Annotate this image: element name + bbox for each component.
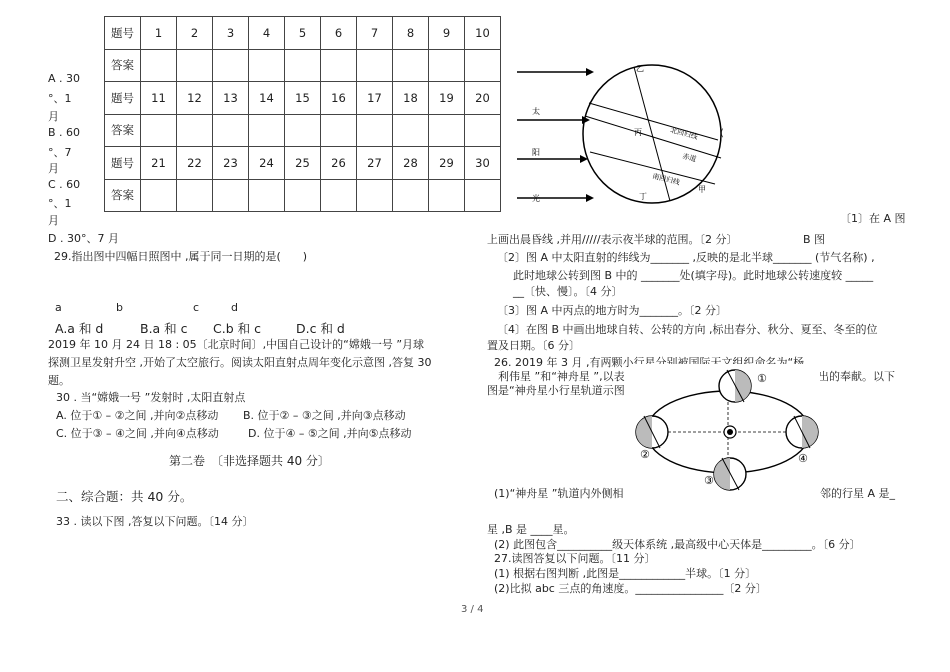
q25-1-tail: 〔1〕在 A 图: [840, 212, 906, 225]
q26-sub1-a: (1)“神舟星 ”轨道内外侧相: [494, 487, 624, 500]
label-equator: 赤道: [681, 152, 698, 164]
q29-label-b: b: [116, 301, 123, 314]
answer-cell[interactable]: [177, 179, 213, 212]
q29-option-a: A.a 和 d: [55, 321, 104, 336]
q30-option-c: C. 位于③ – ④之间 ,并向④点移动: [56, 427, 219, 440]
label-tai: 太: [532, 107, 540, 116]
orbit-label-3: ③: [704, 474, 714, 487]
question-number-cell: 30: [465, 147, 501, 180]
answer-row: [105, 49, 501, 82]
answer-table: [104, 16, 501, 212]
passage-line3: 题。: [48, 374, 70, 387]
q25-1-line: 上画出晨昏线 ,并用/////表示夜半球的范围。〔2 分〕: [487, 233, 738, 246]
number-row: [105, 147, 501, 180]
answer-cell[interactable]: [465, 114, 501, 147]
planet-2: [636, 416, 668, 448]
answer-cell[interactable]: [357, 114, 393, 147]
answer-cell[interactable]: [249, 49, 285, 82]
q29-text: 29.指出图中四幅日照图中 ,属于同一日期的是( ): [54, 250, 308, 263]
answer-cell[interactable]: [465, 49, 501, 82]
question-number-cell: 20: [465, 82, 501, 115]
q30-option-b: B. 位于② – ③之间 ,并向③点移动: [243, 409, 406, 422]
answer-cell[interactable]: [177, 49, 213, 82]
answer-cell[interactable]: [393, 49, 429, 82]
question-number-cell: 21: [141, 147, 177, 180]
number-row: [105, 17, 501, 50]
question-number-cell: 3: [213, 17, 249, 50]
q26-line3: 图是“神舟星小行星轨道示图: [487, 384, 625, 397]
option-c-line2: °、1: [48, 197, 72, 210]
q27-title: 27.读图答复以下问题。〔11 分〕: [494, 552, 656, 565]
question-number-cell: 27: [357, 147, 393, 180]
row-label-answer: 答案: [105, 179, 141, 212]
option-a-line3: 月: [48, 110, 59, 123]
q25-3: 〔3〕图 A 中丙点的地方时为_______。〔2 分〕: [497, 304, 728, 317]
q27-sub1: (1) 根据右图判断 ,此图是____________半球。〔1 分〕: [494, 567, 757, 580]
q25-4-line2: 置及日期。〔6 分〕: [487, 339, 580, 352]
answer-cell[interactable]: [285, 114, 321, 147]
question-number-cell: 14: [249, 82, 285, 115]
question-number-cell: 29: [429, 147, 465, 180]
row-label-answer: 答案: [105, 49, 141, 82]
question-number-cell: 23: [213, 147, 249, 180]
figure-b-label: B 图: [803, 233, 826, 246]
answer-cell[interactable]: [141, 49, 177, 82]
stray-paren: (: [720, 128, 724, 139]
q26-sub2: (2) 此图包含__________级天体系统 ,最高级中心天体是_________。〔6 分〕: [494, 538, 861, 551]
label-jia: 甲: [698, 185, 706, 194]
answer-cell[interactable]: [429, 179, 465, 212]
answer-cell[interactable]: [177, 114, 213, 147]
page-number: 3 / 4: [461, 604, 484, 615]
row-label-number: 题号: [105, 82, 141, 115]
answer-cell[interactable]: [285, 179, 321, 212]
question-number-cell: 4: [249, 17, 285, 50]
q30-option-a: A. 位于① – ②之间 ,并向②点移动: [56, 409, 219, 422]
option-a-line2: °、1: [48, 92, 72, 105]
option-b-line3: 月: [48, 162, 59, 175]
passage-line1: 2019 年 10 月 24 日 18 : 05〔北京时间〕,中国自己设计的“嫦娥一号 ”月球: [48, 338, 425, 351]
question-number-cell: 11: [141, 82, 177, 115]
label-bing: 丙: [634, 128, 642, 137]
answer-cell[interactable]: [213, 179, 249, 212]
answer-cell[interactable]: [321, 49, 357, 82]
answer-cell[interactable]: [213, 49, 249, 82]
q29-label-c: c: [193, 301, 200, 314]
option-a-line1: A . 30: [48, 72, 81, 85]
q25-2-line1: 〔2〕图 A 中太阳直射的纬线为_______ ,反映的是北半球_______ (节气名称) ,: [497, 251, 875, 264]
question-number-cell: 18: [393, 82, 429, 115]
answer-row: [105, 179, 501, 212]
q26-sub1-c: 星 ,B 是 ____星。: [487, 523, 575, 536]
q30-text: 30 . 当“嫦娥一号 ”发射时 ,太阳直射点: [56, 391, 246, 404]
orbit-label-2: ②: [640, 448, 650, 461]
answer-cell[interactable]: [321, 179, 357, 212]
passage-line2: 探测卫星发射升空 ,开始了太空旅行。阅读太阳直射点周年变化示意图 ,答复 30: [48, 356, 432, 369]
option-c-line1: C . 60: [48, 178, 81, 191]
question-number-cell: 19: [429, 82, 465, 115]
option-b-line1: B . 60: [48, 126, 81, 139]
q25-4-line1: 〔4〕在图 B 中画出地球自转、公转的方向 ,标出春分、秋分、夏至、冬至的位: [497, 323, 878, 336]
planet-1: [719, 370, 751, 402]
answer-cell[interactable]: [357, 179, 393, 212]
answer-cell[interactable]: [429, 49, 465, 82]
part2-title: 第二卷 〔非选择题共 40 分〕: [169, 454, 330, 468]
question-number-cell: 6: [321, 17, 357, 50]
answer-row: [105, 114, 501, 147]
label-guang: 光: [532, 194, 540, 203]
answer-cell[interactable]: [213, 114, 249, 147]
q25-2-line3: __〔快、慢〕。〔4 分〕: [513, 285, 623, 298]
orbit-label-1: ①: [757, 372, 767, 385]
orbit-diagram: [632, 364, 820, 492]
answer-cell[interactable]: [249, 179, 285, 212]
q29-label-a: a: [55, 301, 62, 314]
row-label-number: 题号: [105, 147, 141, 180]
row-label-number: 题号: [105, 17, 141, 50]
question-number-cell: 22: [177, 147, 213, 180]
question-number-cell: 16: [321, 82, 357, 115]
answer-cell[interactable]: [249, 114, 285, 147]
section-heading: 二、综合题：共 40 分。: [56, 489, 193, 504]
question-number-cell: 28: [393, 147, 429, 180]
q29-label-d: d: [231, 301, 238, 314]
question-number-cell: 2: [177, 17, 213, 50]
row-label-answer: 答案: [105, 114, 141, 147]
question-number-cell: 25: [285, 147, 321, 180]
question-number-cell: 5: [285, 17, 321, 50]
question-number-cell: 26: [321, 147, 357, 180]
answer-cell[interactable]: [285, 49, 321, 82]
answer-cell[interactable]: [357, 49, 393, 82]
option-d: D . 30°、7 月: [48, 232, 119, 245]
label-ding: 丁: [639, 192, 647, 201]
answer-cell[interactable]: [321, 114, 357, 147]
question-number-cell: 9: [429, 17, 465, 50]
answer-cell[interactable]: [429, 114, 465, 147]
q26-line2a: 利伟星 ”和“神舟星 ”,以表: [498, 370, 625, 383]
label-yang: 阳: [532, 148, 540, 157]
answer-cell[interactable]: [141, 114, 177, 147]
question-number-cell: 13: [213, 82, 249, 115]
planet-3: [714, 458, 746, 490]
answer-cell[interactable]: [141, 179, 177, 212]
option-b-line2: °、7: [48, 146, 72, 159]
orbit-label-4: ④: [798, 452, 808, 465]
question-number-cell: 8: [393, 17, 429, 50]
answer-cell[interactable]: [393, 179, 429, 212]
answer-cell[interactable]: [465, 179, 501, 212]
q26-line1: 26. 2019 年 3 月 ,有两颗小行星分别被国际天文组织命名为“杨: [494, 356, 805, 369]
q27-sub2: (2)比拟 abc 三点的角速度。________________〔2 分〕: [494, 582, 767, 595]
number-row: [105, 82, 501, 115]
q30-option-d: D. 位于④ – ⑤之间 ,并向⑤点移动: [248, 427, 412, 440]
option-c-line3: 月: [48, 214, 59, 227]
q29-option-d: D.c 和 d: [296, 321, 345, 336]
q26-line2b: 出的奉献。以下: [818, 370, 895, 383]
label-tropic-north: 北回归线: [669, 126, 699, 142]
q29-option-c: C.b 和 c: [213, 321, 261, 336]
question-number-cell: 12: [177, 82, 213, 115]
question-number-cell: 17: [357, 82, 393, 115]
question-number-cell: 24: [249, 147, 285, 180]
label-tropic-south: 南回归线: [651, 172, 681, 187]
q26-sub1-b: 邻的行星 A 是_: [820, 487, 896, 500]
label-yi: 乙: [636, 64, 644, 73]
answer-cell[interactable]: [393, 114, 429, 147]
question-number-cell: 10: [465, 17, 501, 50]
q33-text: 33 . 读以下图 ,答复以下问题。〔14 分〕: [56, 515, 254, 528]
q29-option-b: B.a 和 c: [140, 321, 188, 336]
question-number-cell: 15: [285, 82, 321, 115]
question-number-cell: 1: [141, 17, 177, 50]
q25-2-line2: 此时地球公转到图 B 中的 _______处(填字母)。此时地球公转速度较 _____: [513, 269, 874, 282]
planet-4: [786, 416, 818, 448]
figure-a-sunlight-diagram: [512, 58, 722, 208]
question-number-cell: 7: [357, 17, 393, 50]
